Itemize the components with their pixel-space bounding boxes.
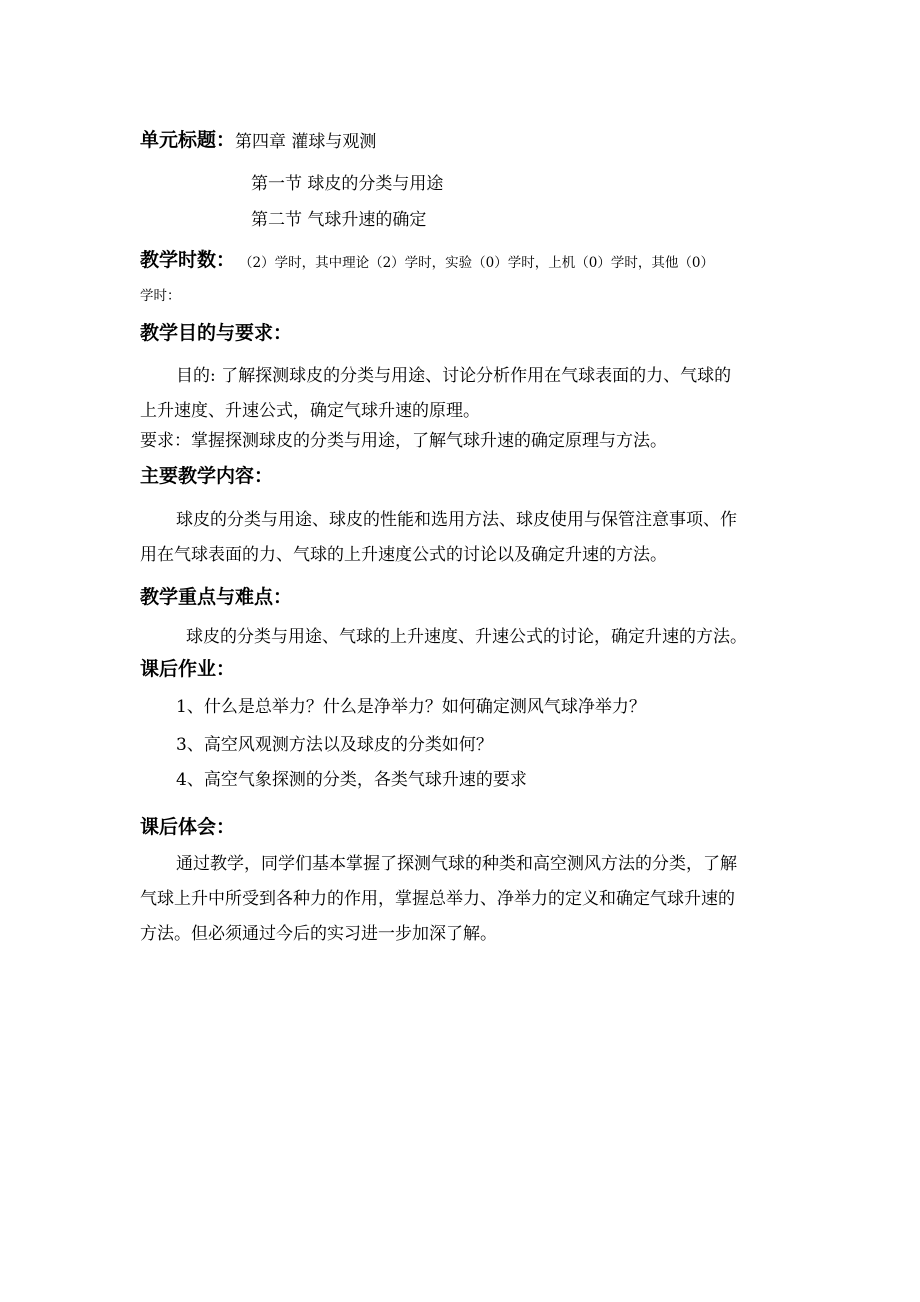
key-points-heading: 教学重点与难点： [140,586,293,608]
hours-line-2: 学时： [140,288,181,304]
reflection-line-3: 方法。但必须通过今后的实习进一步加深了解。 [140,924,497,944]
objectives-heading: 教学目的与要求： [140,322,293,344]
homework-heading: 课后作业： [140,658,236,680]
homework-item-2: 3、高空风观测方法以及球皮的分类如何？ [176,735,493,755]
reflection-line-2: 气球上升中所受到各种力的作用，掌握总举力、净举力的定义和确定气球升速的 [140,889,735,909]
reflection-heading: 课后体会： [140,816,236,838]
objectives-line-2: 上升速度、升速公式，确定气球升速的原理。 [140,401,480,421]
objectives-line-3: 要求：掌握探测球皮的分类与用途，了解气球升速的确定原理与方法。 [140,431,667,451]
homework-item-3: 4、高空气象探测的分类，各类气球升速的要求 [176,770,527,790]
hours-label: 教学时数： [140,249,236,271]
reflection-line-1: 通过教学，同学们基本掌握了探测气球的种类和高空测风方法的分类，了解 [176,854,737,874]
hours-line-1: （2）学时，其中理论（2）学时，实验（0）学时，上机（0）学时，其他（0） [239,255,714,271]
unit-chapter: 第四章 灌球与观测 [235,132,377,152]
content-heading: 主要教学内容： [140,465,274,487]
content-line-1: 球皮的分类与用途、球皮的性能和选用方法、球皮使用与保管注意事项、作 [176,510,737,530]
unit-section-2: 第二节 气球升速的确定 [251,210,427,230]
objectives-line-1: 目的: 了解探测球皮的分类与用途、讨论分析作用在气球表面的力、气球的 [176,366,732,386]
key-points-line-1: 球皮的分类与用途、气球的上升速度、升速公式的讨论，确定升速的方法。 [186,627,747,647]
unit-section-1: 第一节 球皮的分类与用途 [251,174,444,194]
unit-title-label: 单元标题： [140,129,236,151]
content-line-2: 用在气球表面的力、气球的上升速度公式的讨论以及确定升速的方法。 [140,545,667,565]
homework-item-1: 1、什么是总举力？什么是净举力？如何确定测风气球净举力？ [176,697,646,717]
